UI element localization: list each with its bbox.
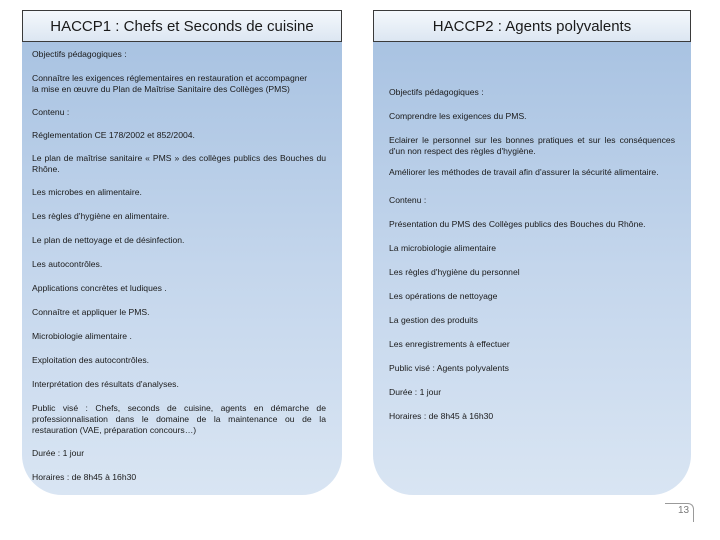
left-item: Durée : 1 jour <box>32 448 85 458</box>
right-item: Public visé : Agents polyvalents <box>389 363 509 373</box>
right-item: Les enregistrements à effectuer <box>389 339 510 349</box>
right-item: Améliorer les méthodes de travail afin d'assurer la sécurité alimentaire. <box>389 167 659 177</box>
left-item: Les règles d'hygiène en alimentaire. <box>32 211 170 221</box>
right-item: Les opérations de nettoyage <box>389 291 498 301</box>
left-panel-title: HACCP1 : Chefs et Seconds de cuisine <box>22 10 342 42</box>
right-item: La gestion des produits <box>389 315 478 325</box>
right-item: Les règles d'hygiène du personnel <box>389 267 520 277</box>
left-item: Le plan de maîtrise sanitaire « PMS » des collèges publics des Bouches du Rhône. <box>32 153 326 174</box>
left-item: Public visé : Chefs, seconds de cuisine, agents en démarche de professionnalisation dans le domaine de la maintenance ou de la restauration (VAE, préparation concours…) <box>32 403 326 435</box>
right-panel-title: HACCP2 : Agents polyvalents <box>373 10 691 42</box>
right-item: Objectifs pédagogiques : <box>389 87 484 97</box>
right-item: Eclairer le personnel sur les bonnes pratiques et sur les conséquences d'un non respect des règles d'hygiène. <box>389 135 675 156</box>
right-item: Comprendre les exigences du PMS. <box>389 111 527 121</box>
left-item: Exploitation des autocontrôles. <box>32 355 150 365</box>
right-item: Contenu : <box>389 195 427 205</box>
left-item: Objectifs pédagogiques : <box>32 49 127 59</box>
right-item: Durée : 1 jour <box>389 387 442 397</box>
left-item: Horaires : de 8h45 à 16h30 <box>32 472 137 482</box>
right-item: Horaires : de 8h45 à 16h30 <box>389 411 494 421</box>
left-item: Interprétation des résultats d'analyses. <box>32 379 179 389</box>
right-item: La microbiologie alimentaire <box>389 243 496 253</box>
left-item: Les autocontrôles. <box>32 259 103 269</box>
right-item: Présentation du PMS des Collèges publics des Bouches du Rhône. <box>389 219 646 229</box>
left-item: Applications concrètes et ludiques . <box>32 283 167 293</box>
left-item: Connaître les exigences réglementaires en restauration et accompagner la mise en œuvre du Plan de Maîtrise Sanitaire des Collèges (PMS) <box>32 73 308 94</box>
right-panel <box>373 42 691 495</box>
left-panel <box>22 42 342 495</box>
left-item: Les microbes en alimentaire. <box>32 187 142 197</box>
left-item: Réglementation CE 178/2002 et 852/2004. <box>32 130 195 140</box>
left-item: Contenu : <box>32 107 70 117</box>
page-number: 13 <box>678 505 690 516</box>
left-item: Le plan de nettoyage et de désinfection. <box>32 235 185 245</box>
left-item: Connaître et appliquer le PMS. <box>32 307 150 317</box>
left-item: Microbiologie alimentaire . <box>32 331 132 341</box>
